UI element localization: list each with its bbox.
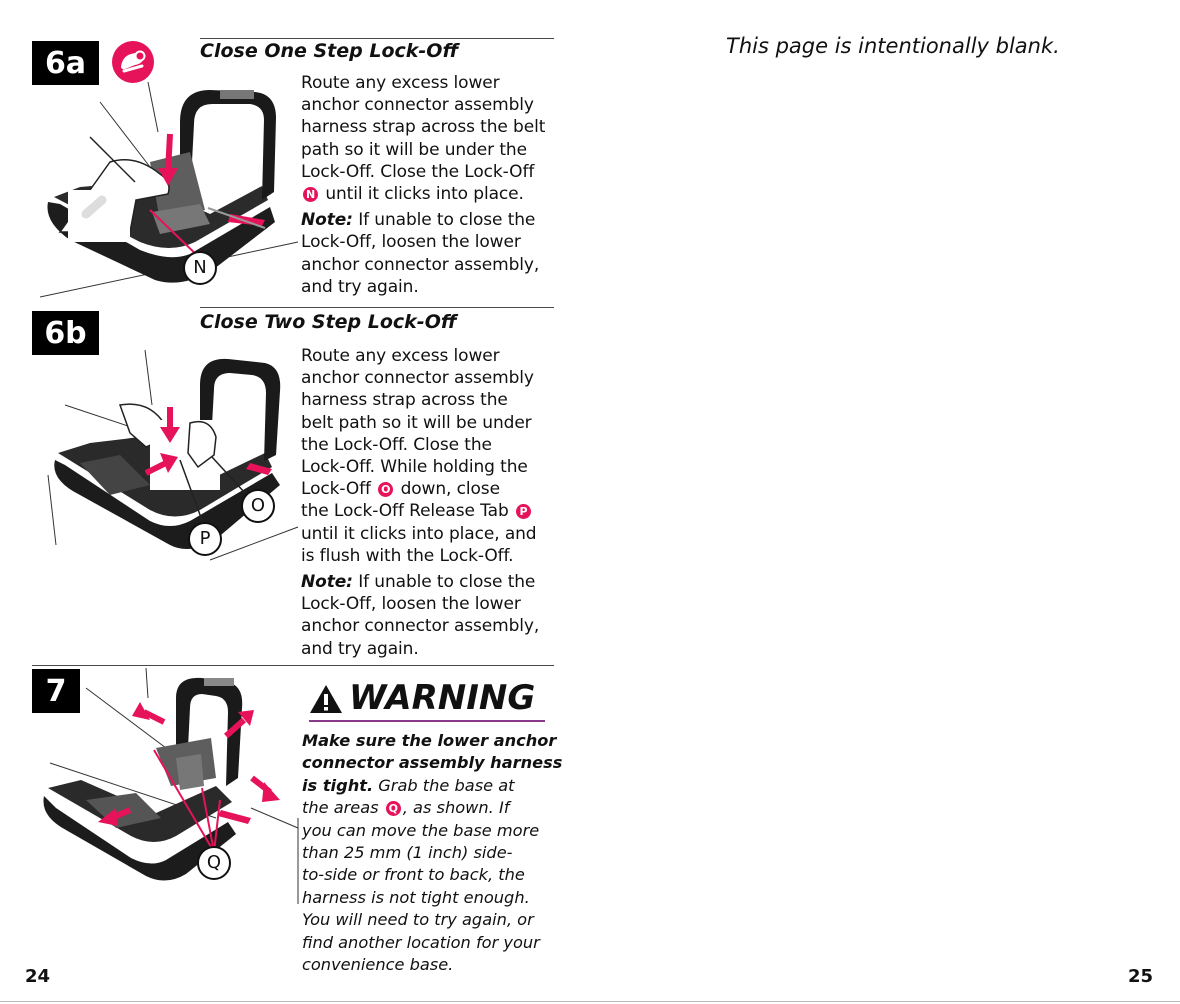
page-number-left: 24 [25, 966, 51, 987]
body-line: until it clicks into place, and [301, 523, 537, 544]
page-number-right: 25 [1128, 966, 1154, 987]
note-line: and try again. [301, 638, 419, 659]
illustration-6a [40, 82, 300, 304]
illustration-6b [40, 345, 300, 565]
body-line [301, 183, 556, 205]
step-title-6a: Close One Step Lock-Off [200, 40, 459, 62]
body-line: Lock-Off. While holding the [301, 457, 528, 478]
warning-line: than 25 mm (1 inch) side- [302, 843, 513, 863]
body-line: Route any excess lower [301, 346, 500, 366]
step-body-6a [301, 72, 556, 298]
body-line: anchor connector assembly [301, 368, 534, 389]
warning-line: to-side or front to back, the [302, 865, 525, 885]
step-title-6b: Close Two Step Lock-Off [200, 311, 457, 333]
warning-line-text: Grab the base at [378, 775, 515, 795]
warning-triangle-icon [309, 683, 343, 713]
warning-text [302, 730, 563, 976]
note-line [301, 209, 556, 231]
warning-line [302, 775, 545, 797]
warning-title: WARNING [349, 678, 536, 718]
body-line: anchor connector assembly [301, 95, 534, 116]
warning-line-text: , as shown. If [402, 798, 510, 818]
body-line: is flush with the Lock-Off. [301, 545, 514, 566]
section-rule-6a [200, 38, 554, 39]
body-line [301, 500, 556, 522]
section-rule-7 [32, 665, 554, 666]
body-line: path so it will be under the [301, 139, 527, 160]
step-body-6b [301, 345, 556, 660]
note-line: Lock-Off, loosen the lower [301, 594, 521, 615]
step-number-6a: 6a [32, 41, 99, 85]
warning-rule [309, 720, 545, 722]
warning-line-text: the areas [302, 798, 379, 818]
body-line-text: Lock-Off [301, 479, 371, 500]
note-text: If unable to close the [358, 572, 536, 593]
car-seat-icon [111, 40, 155, 84]
warning-line-text: is tight. [302, 775, 374, 795]
callout-o: O [241, 489, 275, 523]
body-line: harness strap across the [301, 390, 508, 411]
body-line-text: the Lock-Off Release Tab [301, 501, 509, 522]
body-line-text: until it clicks into place. [325, 184, 524, 205]
warning-line: harness is not tight enough. [302, 887, 530, 907]
body-line [301, 478, 556, 500]
step-number-6b: 6b [32, 311, 99, 355]
warning-line: connector assembly harness [302, 753, 563, 773]
note-label: Note: [301, 210, 353, 231]
warning-line: convenience base. [302, 955, 454, 975]
callout-n: N [183, 251, 217, 285]
section-rule-6b [200, 307, 554, 308]
blank-page-note: This page is intentionally blank. [726, 34, 1060, 58]
badge-n: N [303, 187, 318, 202]
warning-line: You will need to try again, or [302, 910, 534, 930]
body-line: the Lock-Off. Close the [301, 434, 492, 455]
note-line: anchor connector assembly, [301, 254, 540, 275]
callout-p: P [188, 522, 222, 556]
note-line: Lock-Off, loosen the lower [301, 232, 521, 253]
page-bottom-edge [0, 1001, 1180, 1002]
body-line-text: down, close [400, 479, 500, 500]
warning-heading [309, 678, 545, 718]
note-line [301, 571, 556, 593]
body-line: Route any excess lower [301, 73, 500, 93]
warning-line: you can move the base more [302, 820, 540, 840]
body-line: harness strap across the belt [301, 117, 546, 138]
warning-block [302, 678, 563, 976]
body-line: Lock-Off. Close the Lock-Off [301, 161, 535, 182]
badge-p: P [516, 504, 531, 519]
note-line: anchor connector assembly, [301, 616, 540, 637]
note-label: Note: [301, 572, 353, 593]
illustration-7 [36, 668, 300, 904]
note-line: and try again. [301, 276, 419, 297]
warning-line [302, 797, 545, 819]
badge-o: O [378, 482, 393, 497]
body-line: belt path so it will be under [301, 412, 532, 433]
badge-q: Q [386, 801, 401, 816]
callout-q: Q [197, 846, 231, 880]
warning-line: Make sure the lower anchor [302, 731, 557, 750]
warning-line: find another location for your [302, 932, 540, 952]
step-number-7: 7 [32, 669, 80, 713]
note-text: If unable to close the [358, 210, 536, 231]
